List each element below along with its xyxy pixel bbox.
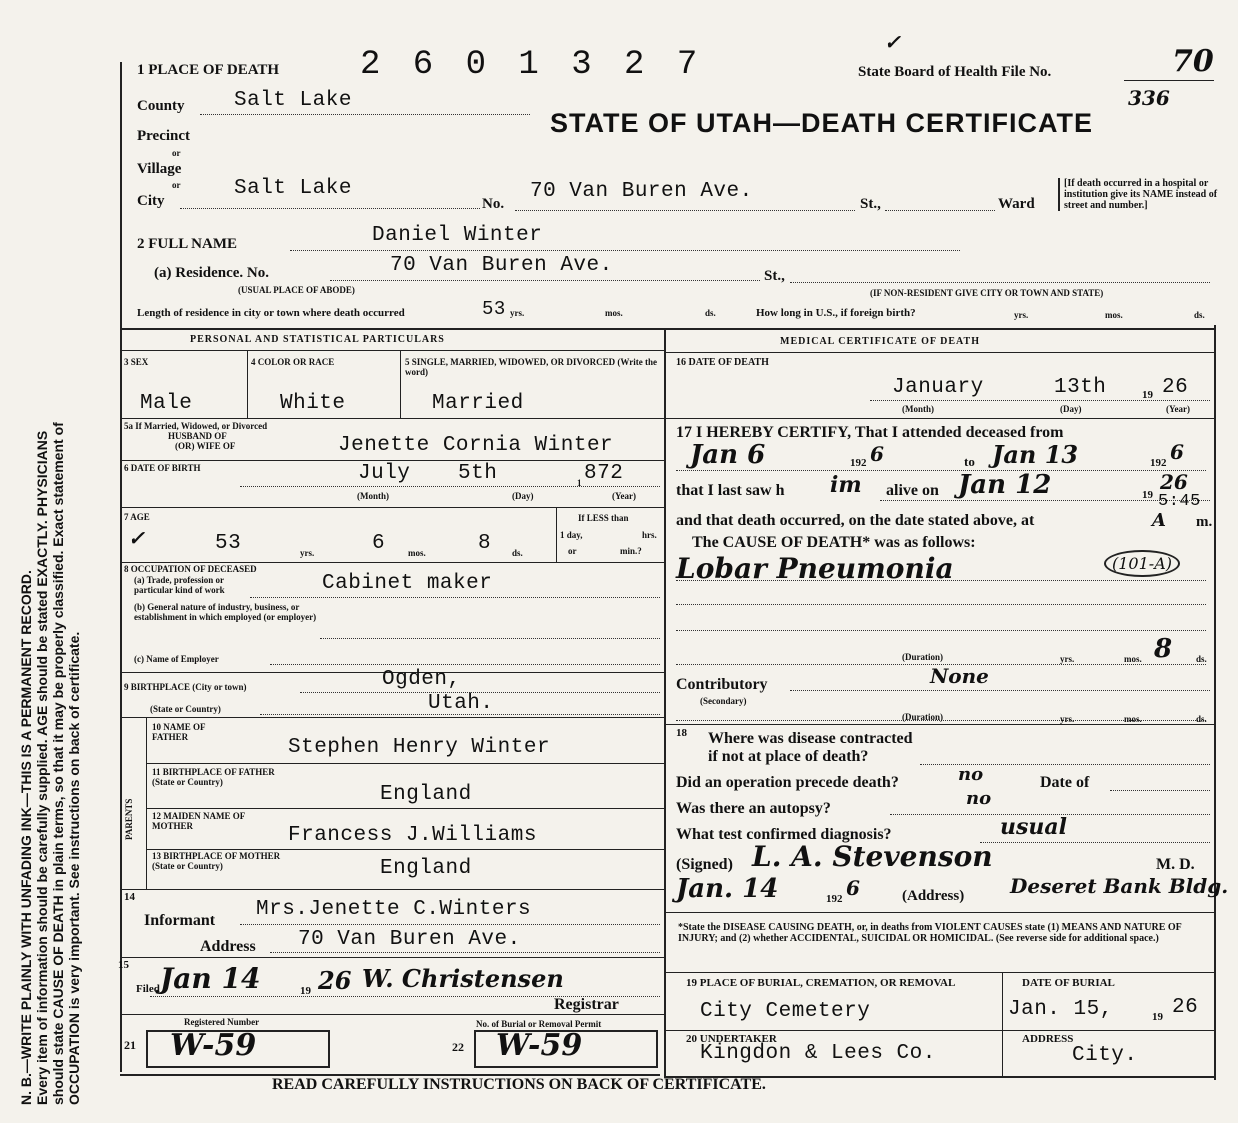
contributory-label: Contributory — [676, 676, 768, 693]
informant-address-label: Address — [200, 938, 256, 955]
full-name-label: 2 FULL NAME — [137, 236, 238, 252]
duration-value: 8 — [1154, 634, 1173, 664]
filed-date: Jan 14 — [160, 962, 261, 995]
undertaker-label: 20 UNDERTAKER — [686, 1033, 777, 1045]
father-birthplace: England — [380, 783, 472, 806]
personal-heading: PERSONAL AND STATISTICAL PARTICULARS — [190, 334, 445, 345]
medical-heading: MEDICAL CERTIFICATE OF DEATH — [780, 336, 980, 347]
center-divider — [664, 328, 666, 1076]
birthplace-label: 9 BIRTHPLACE (City or town) — [124, 682, 247, 692]
right-border — [1214, 325, 1216, 1080]
file-number-label: State Board of Health File No. — [858, 64, 1052, 80]
street-no-label: No. — [482, 196, 505, 212]
occupation-label: 8 OCCUPATION OF DECEASED — [124, 564, 257, 574]
burial-year: 26 — [1172, 996, 1199, 1019]
father-name: Stephen Henry Winter — [288, 736, 551, 759]
death-month: January — [892, 376, 984, 399]
date-of-death-label: 16 DATE OF DEATH — [676, 357, 769, 368]
undertaker-address-label: ADDRESS — [1022, 1033, 1074, 1045]
dob-day: 5th — [458, 462, 498, 485]
race-label: 4 COLOR OR RACE — [251, 357, 335, 367]
age-days: 8 — [478, 532, 492, 555]
autopsy-label: Was there an autopsy? — [676, 800, 831, 817]
father-birthplace-label: 11 BIRTHPLACE OF FATHER (State or Country) — [152, 767, 275, 787]
spouse-value: Jenette Cornia Winter — [338, 434, 614, 457]
last-saw-date: Jan 12 — [958, 470, 1052, 500]
us-residence-label: How long in U.S., if foreign birth? — [756, 307, 916, 319]
birthplace-state: Utah. — [428, 692, 494, 715]
age-label: 7 AGE — [124, 512, 150, 522]
county-value: Salt Lake — [234, 89, 352, 112]
file-number-2: 336 — [1128, 86, 1170, 110]
signed-date: Jan. 14 — [676, 874, 779, 904]
marital-label: 5 SINGLE, MARRIED, WIDOWED, OR DIVORCED (Write the word) — [405, 357, 657, 377]
county-label: County — [137, 98, 185, 114]
registrar-signature: W. Christensen — [362, 964, 564, 993]
side-note-line-2: Every item of information should be carefully supplied. AGE should be stated EXACTLY. PHYSICIANS — [34, 430, 50, 1105]
undertaker-address: City. — [1072, 1044, 1138, 1067]
side-note-line-1: N. B.—WRITE PLAINLY WITH UNFADING INK—THIS IS A PERMANENT RECORD. — [18, 570, 34, 1105]
sex-value: Male — [140, 392, 193, 415]
marital-value: Married — [432, 392, 524, 415]
burial-date: Jan. 15, — [1008, 998, 1113, 1021]
dob-year: 872 — [584, 462, 624, 485]
test-value: usual — [1000, 814, 1067, 840]
side-note — [18, 45, 82, 1105]
race-value: White — [280, 392, 346, 415]
hospital-note: [If death occurred in a hospital or institution give its NAME instead of street and number.] — [1058, 178, 1222, 211]
burial-place-label: 19 PLACE OF BURIAL, CREMATION, OR REMOVAL — [686, 977, 956, 989]
birthplace-city: Ogden, — [382, 668, 461, 691]
st-label: St., — [860, 196, 881, 212]
filed-year: 26 — [318, 966, 352, 995]
mother-name: Francess J.Williams — [288, 824, 537, 847]
precinct-label: Precinct — [137, 128, 191, 144]
particulars-top-border — [120, 328, 1215, 330]
death-occurred-label: and that death occurred, on the date stated above, at — [676, 512, 1035, 529]
mother-label: 12 MAIDEN NAME OF MOTHER — [152, 811, 245, 831]
length-residence-label: Length of residence in city or town where death occurred — [137, 307, 405, 319]
side-note-line-4: OCCUPATION is very important. See instructions on back of certificate. — [66, 631, 82, 1105]
nonresident-note: (IF NON-RESIDENT GIVE CITY OR TOWN AND STATE) — [870, 288, 1104, 298]
informant-address: 70 Van Buren Ave. — [298, 928, 521, 951]
ward-label: Ward — [998, 196, 1035, 212]
city-label: City — [137, 193, 165, 209]
father-label: 10 NAME OF FATHER — [152, 722, 206, 742]
mother-birthplace: England — [380, 857, 472, 880]
certificate-title: STATE OF UTAH—DEATH CERTIFICATE — [550, 108, 1093, 138]
file-number: 70 — [1172, 44, 1214, 79]
residence-value: 70 Van Buren Ave. — [390, 254, 613, 277]
death-time: 5:45 — [1158, 492, 1201, 511]
test-label: What test confirmed diagnosis? — [676, 826, 892, 843]
sex-label: 3 SEX — [124, 357, 149, 367]
cause-of-death-label: The CAUSE OF DEATH* was as follows: — [692, 534, 976, 551]
burial-date-label: DATE OF BURIAL — [1022, 977, 1115, 989]
registrar-label: Registrar — [554, 996, 619, 1013]
death-day: 13th — [1054, 376, 1107, 399]
age-months: 6 — [372, 532, 386, 555]
left-border — [120, 62, 122, 1072]
residence-sub: (USUAL PLACE OF ABODE) — [238, 285, 355, 295]
check-mark: ✓ — [884, 30, 901, 54]
cause-of-death: Lobar Pneumonia — [676, 552, 954, 585]
or-label-1: or — [172, 148, 181, 158]
physician-address: Deseret Bank Bldg. — [1010, 874, 1229, 898]
attended-from-date: Jan 6 — [690, 440, 766, 470]
or-label-2: or — [172, 180, 181, 190]
age-years: 53 — [215, 532, 242, 555]
certificate-number: 2 6 0 1 3 2 7 — [360, 46, 704, 84]
certify-statement: 17 I HEREBY CERTIFY, That I attended deceased from — [676, 424, 1064, 441]
undertaker: Kingdon & Lees Co. — [700, 1042, 936, 1065]
place-of-death-label: 1 PLACE OF DEATH — [137, 62, 280, 78]
physician-signature: L. A. Stevenson — [752, 840, 993, 873]
footer-instructions: READ CAREFULLY INSTRUCTIONS ON BACK OF CERTIFICATE. — [272, 1076, 766, 1093]
death-year: 26 — [1162, 376, 1189, 399]
length-residence-yrs: 53 — [482, 298, 506, 320]
parents-label: PARENTS — [124, 798, 134, 840]
burial-place: City Cemetery — [700, 1000, 871, 1023]
burial-permit-number: W-59 — [496, 1028, 583, 1063]
operation-value: no — [958, 764, 984, 785]
occupation-value: Cabinet maker — [322, 572, 493, 595]
cause-footnote: *State the DISEASE CAUSING DEATH, or, in deaths from VIOLENT CAUSES state (1) MEANS AND NATURE OF INJURY; and (2) whether ACCIDENTAL, SUICIDAL OR HOMICIDAL. (See reverse side for additional space.) — [678, 922, 1182, 944]
village-label: Village — [137, 161, 182, 177]
dob-label: 6 DATE OF BIRTH — [124, 463, 201, 473]
attended-to-date: Jan 13 — [992, 440, 1079, 469]
street-value: 70 Van Buren Ave. — [530, 180, 753, 203]
operation-label: Did an operation precede death? — [676, 774, 899, 791]
residence-label: (a) Residence. No. — [154, 265, 269, 281]
filed-label: Filed — [136, 983, 160, 995]
autopsy-value: no — [966, 788, 992, 809]
where-contracted-label: Where was disease contracted — [708, 730, 913, 747]
informant-value: Mrs.Jenette C.Winters — [256, 898, 532, 921]
mother-birthplace-label: 13 BIRTHPLACE OF MOTHER (State or Country) — [152, 851, 281, 871]
dob-month: July — [358, 462, 411, 485]
last-saw-label: that I last saw h — [676, 482, 785, 499]
contributory-value: None — [930, 664, 989, 688]
side-note-line-3: should state CAUSE OF DEATH in plain terms, so that it may be properly classified. Exact statement of — [50, 422, 66, 1105]
informant-label: Informant — [144, 912, 216, 929]
cause-code: (101-A) — [1104, 550, 1180, 577]
full-name-value: Daniel Winter — [372, 224, 543, 247]
residence-st-label: St., — [764, 268, 785, 284]
signed-label: (Signed) — [676, 856, 733, 873]
city-value: Salt Lake — [234, 177, 352, 200]
registered-number: W-59 — [170, 1028, 257, 1063]
